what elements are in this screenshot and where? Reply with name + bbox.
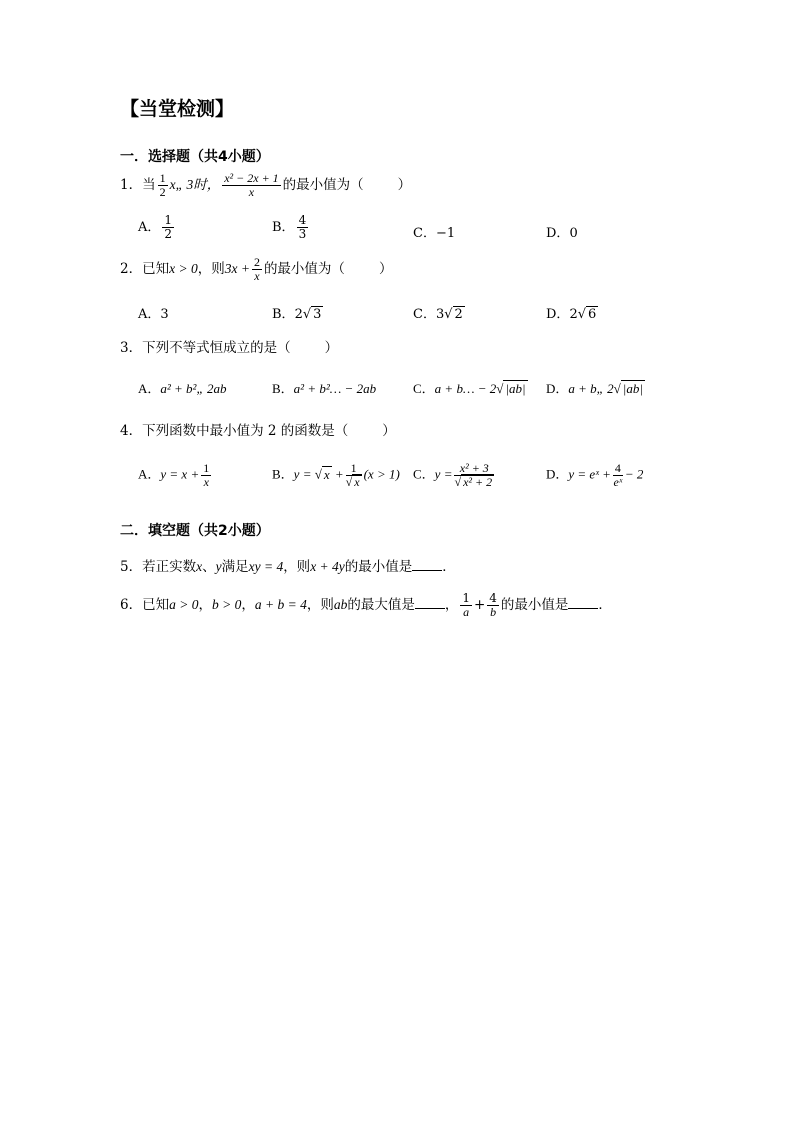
question-number: 1． bbox=[120, 177, 143, 194]
option-label: C． bbox=[413, 381, 435, 396]
radicand: 6 bbox=[588, 307, 597, 322]
option-label: B． bbox=[272, 381, 294, 396]
q1-post: 的最小值为（ bbox=[282, 177, 364, 194]
q1-pre: 当 bbox=[142, 177, 156, 194]
q1-half-fraction bbox=[158, 172, 168, 199]
option-text: y = bbox=[293, 466, 315, 482]
option-text: a + b… − 2 bbox=[434, 381, 497, 396]
option-text: y = bbox=[434, 466, 453, 482]
fraction-den: eˣ bbox=[613, 475, 623, 490]
fraction-num: 1 bbox=[462, 591, 470, 605]
radicand: 3 bbox=[313, 307, 322, 322]
option-fraction bbox=[613, 462, 623, 489]
fraction-num: 1 bbox=[346, 462, 362, 476]
question-number: 6． bbox=[120, 597, 143, 614]
q6-ab: ab bbox=[333, 597, 348, 613]
q5-text2: 满足 bbox=[221, 559, 249, 575]
q5-text: 若正实数 bbox=[142, 559, 197, 575]
q5-y: y bbox=[215, 559, 222, 574]
q2-mid: ，则 bbox=[197, 261, 225, 278]
option-post: (x > 1) bbox=[363, 466, 400, 482]
q1-option-d[interactable] bbox=[546, 222, 578, 241]
q1-close: ） bbox=[397, 177, 412, 194]
question-4 bbox=[120, 419, 396, 439]
q3-option-d[interactable]: D．a + b„ 2√ |ab| bbox=[546, 381, 643, 396]
q5-cond: xy = 4 bbox=[248, 559, 284, 574]
q6-sep: ， bbox=[444, 597, 459, 614]
fraction-den: x bbox=[254, 269, 260, 284]
q2-option-b[interactable]: B．2√ 3 bbox=[272, 307, 322, 322]
q3-option-c[interactable]: C．a + b… − 2√ |ab| bbox=[413, 381, 526, 396]
q6-text2: ，则 bbox=[306, 597, 334, 614]
fraction-den: x bbox=[203, 475, 209, 490]
fraction-num: 1 bbox=[203, 461, 210, 475]
option-label: D． bbox=[546, 466, 569, 482]
option-plus: + bbox=[331, 466, 344, 482]
radicand: 2 bbox=[454, 307, 463, 322]
q1-cond: x„ 3时， bbox=[169, 177, 221, 193]
question-2 bbox=[120, 256, 392, 283]
radicand: x bbox=[323, 466, 330, 482]
option-text: y = eˣ + bbox=[568, 466, 611, 482]
q6-cond3: a + b = 4 bbox=[254, 597, 307, 613]
q3-option-b[interactable] bbox=[272, 378, 376, 397]
q1-half-num: 1 bbox=[159, 171, 166, 185]
q1-frac-num: x² − 2x + 1 bbox=[224, 171, 279, 185]
option-label: C． bbox=[413, 466, 435, 482]
option-post: − 2 bbox=[624, 466, 644, 482]
q1-main-fraction bbox=[222, 172, 280, 199]
q1-frac-den: x bbox=[248, 185, 255, 200]
question-6 bbox=[120, 592, 612, 619]
q1-option-c[interactable] bbox=[413, 222, 455, 241]
fraction-num: 4 bbox=[614, 461, 621, 475]
option-label: B． bbox=[272, 220, 295, 236]
question-number: 3． bbox=[120, 340, 143, 356]
fraction-den: x bbox=[354, 475, 360, 490]
q2-expr: 3x + bbox=[224, 261, 250, 277]
q1-option-b[interactable] bbox=[272, 214, 310, 241]
option-fraction: $\frac{\text{x² + 3}}{\text{√ x² + 2}}$ bbox=[454, 461, 493, 490]
option-label: A． bbox=[138, 220, 161, 236]
option-label: C． bbox=[413, 226, 436, 241]
q6-text4: 的最小值是 bbox=[500, 597, 569, 614]
section-fill-heading: 二．填空题（共2小题） bbox=[120, 523, 270, 539]
option-label: A． bbox=[138, 307, 161, 322]
option-text: 0 bbox=[569, 226, 578, 241]
option-label: B． bbox=[272, 307, 295, 322]
option-coef: 2 bbox=[294, 307, 303, 322]
option-label: D． bbox=[546, 226, 570, 241]
section-choice-heading: 一．选择题（共4小题） bbox=[120, 149, 270, 165]
q2-pre: 已知 bbox=[142, 261, 170, 278]
option-coef: 3 bbox=[435, 307, 445, 322]
option-text: 3 bbox=[160, 307, 169, 322]
answer-blank[interactable] bbox=[568, 607, 598, 609]
q2-option-c[interactable]: C．3√ 2 bbox=[413, 307, 463, 322]
q4-option-c[interactable] bbox=[413, 462, 496, 489]
q6-text3: 的最大值是 bbox=[347, 597, 415, 614]
question-number: 5． bbox=[120, 559, 143, 575]
fraction-num: x² + 3 bbox=[454, 462, 494, 476]
q2-post: 的最小值为（ bbox=[263, 261, 345, 278]
q6-fraction-2 bbox=[487, 592, 499, 619]
q1-half-den: 2 bbox=[159, 185, 166, 200]
option-text: a + b„ 2 bbox=[568, 381, 614, 396]
q5-end: ． bbox=[442, 559, 456, 575]
q4-close: ） bbox=[382, 423, 396, 439]
q3-close: ） bbox=[324, 340, 339, 356]
q6-cond2: b > 0 bbox=[211, 597, 242, 613]
answer-blank[interactable] bbox=[415, 607, 445, 609]
radicand: |ab| bbox=[622, 381, 643, 396]
option-label: A． bbox=[138, 381, 161, 396]
option-text: −1 bbox=[435, 226, 456, 241]
option-label: B． bbox=[272, 466, 294, 482]
fraction-num: 4 bbox=[489, 591, 497, 605]
q6-cond1: a > 0 bbox=[169, 597, 199, 613]
answer-blank[interactable] bbox=[412, 569, 442, 571]
question-5 bbox=[120, 555, 456, 575]
q2-option-d[interactable]: D．2√ 6 bbox=[546, 307, 597, 322]
fraction-den: b bbox=[490, 605, 497, 620]
q4-option-b[interactable]: B．y = √ x + $\frac{1}{√ x}$ (x > 1) bbox=[272, 461, 400, 490]
q6-fraction-1 bbox=[460, 592, 472, 619]
q3-text: 下列不等式恒成立的是（ bbox=[142, 340, 291, 356]
q6-text: 已知 bbox=[142, 597, 170, 614]
option-fraction bbox=[201, 462, 211, 489]
q4-text: 下列函数中最小值为 2 的函数是（ bbox=[142, 423, 349, 439]
option-fraction bbox=[297, 214, 309, 241]
q6-end: ． bbox=[598, 597, 612, 614]
q3-option-a[interactable] bbox=[138, 378, 226, 397]
q6-sep: ， bbox=[241, 597, 255, 614]
fraction-den: 3 bbox=[298, 227, 307, 242]
q5-text3: ，则 bbox=[283, 559, 311, 575]
q4-option-d[interactable] bbox=[546, 462, 643, 489]
q5-x: x bbox=[196, 559, 203, 574]
fraction-den: x² + 2 bbox=[463, 475, 493, 490]
option-label: D． bbox=[546, 307, 570, 322]
option-text: a² + b²„ 2ab bbox=[160, 381, 227, 396]
question-number: 2． bbox=[120, 261, 143, 278]
option-text: a² + b²… − 2ab bbox=[293, 381, 377, 396]
q2-option-a[interactable] bbox=[138, 303, 169, 322]
option-fraction bbox=[162, 214, 174, 241]
fraction-num: 4 bbox=[298, 213, 307, 227]
q6-sep: ， bbox=[198, 597, 212, 614]
q1-option-a[interactable] bbox=[138, 214, 176, 241]
option-label: C． bbox=[413, 307, 436, 322]
q5-expr: x + 4y bbox=[310, 559, 345, 574]
q5-text4: 的最小值是 bbox=[344, 559, 413, 575]
option-text: y = x + bbox=[160, 466, 200, 482]
q5-sep: 、 bbox=[202, 559, 216, 575]
question-number: 4． bbox=[120, 423, 143, 439]
q2-fraction bbox=[252, 256, 262, 283]
radicand: |ab| bbox=[505, 381, 526, 396]
page-title: 【当堂检测】 bbox=[120, 98, 235, 120]
option-label: A． bbox=[138, 466, 161, 482]
fraction-den: 2 bbox=[164, 227, 173, 242]
fraction-den: a bbox=[463, 605, 470, 620]
question-3 bbox=[120, 336, 338, 356]
question-1 bbox=[120, 172, 411, 199]
q2-cond: x > 0 bbox=[169, 261, 198, 277]
option-label: D． bbox=[546, 381, 569, 396]
fraction-num: 1 bbox=[164, 213, 173, 227]
q4-option-a[interactable] bbox=[138, 462, 213, 489]
q2-close: ） bbox=[378, 261, 393, 278]
option-coef: 2 bbox=[569, 307, 578, 322]
fraction-num: 2 bbox=[253, 255, 260, 269]
q6-plus: + bbox=[473, 597, 486, 614]
option-fraction: $\frac{1}{√ x}$ bbox=[345, 461, 360, 490]
